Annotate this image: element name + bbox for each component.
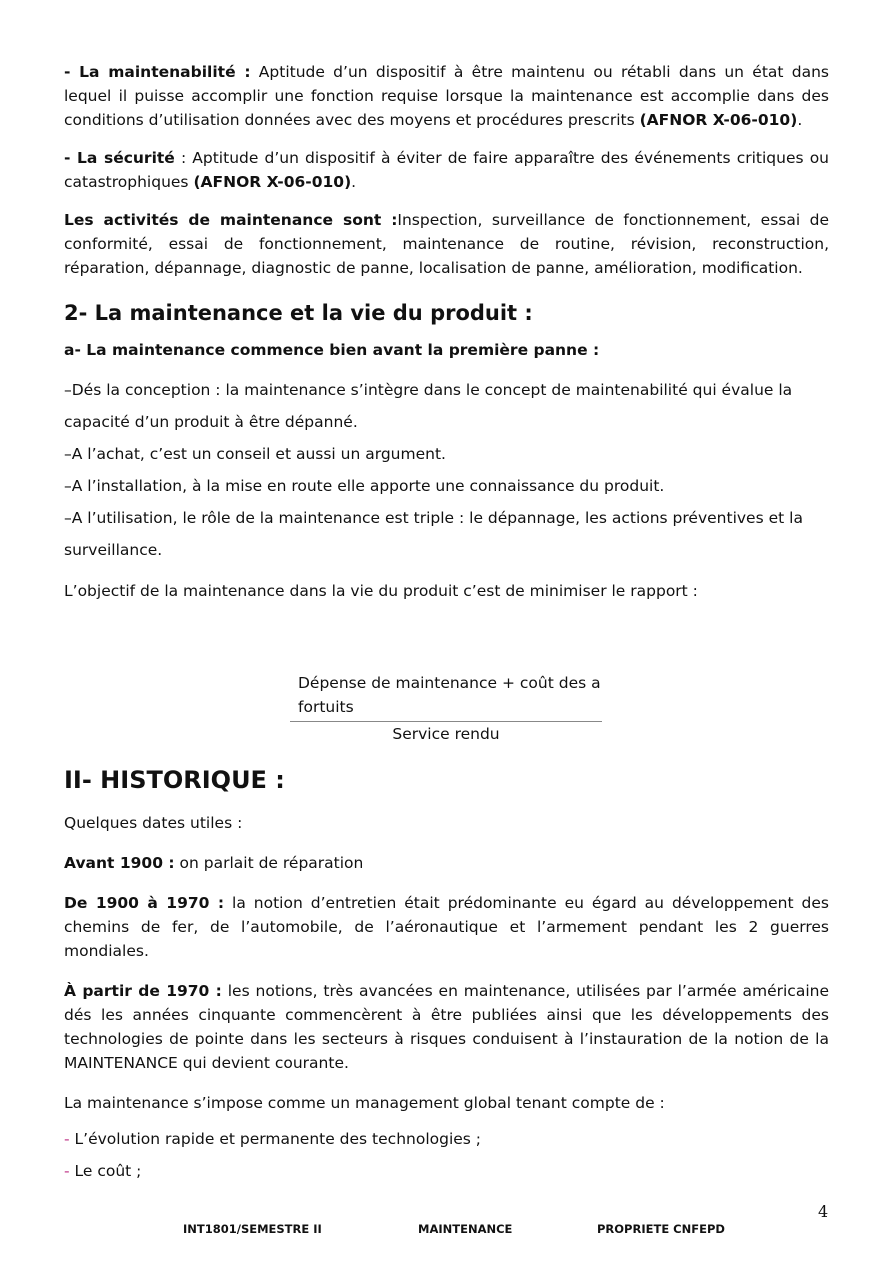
footer-center: MAINTENANCE [418, 1222, 513, 1236]
date-before-1900: Avant 1900 : on parlait de réparation [64, 854, 364, 872]
term: - La maintenabilité : [64, 63, 251, 81]
list-item: –A l’installation, à la mise en route elle apporte une connaissance du produit. [64, 477, 665, 495]
history-intro: Quelques dates utiles : [64, 814, 243, 832]
fraction-denominator: Service rendu [392, 725, 500, 743]
subsection-title: a- La maintenance commence bien avant la première panne : [64, 341, 600, 359]
lifecycle-list [64, 374, 829, 566]
section-title: II- HISTORIQUE : [64, 766, 285, 794]
definition-securite: - La sécurité : Aptitude d’un dispositif à éviter de faire apparaître des événements critiques ou catastrophiques (AFNOR X-06-010). [64, 149, 830, 191]
list-item: - Le coût ; [64, 1162, 142, 1180]
term: Les activités de maintenance sont : [64, 211, 398, 229]
list-item: –A l’achat, c’est un conseil et aussi un argument. [64, 445, 446, 463]
list-item: - L’évolution rapide et permanente des technologies ; [64, 1130, 482, 1148]
list-item: –A l’utilisation, le rôle de la maintenance est triple : le dépannage, les actions préventives et la surveillance. [64, 509, 803, 559]
footer-left: INT1801/SEMESTRE II [183, 1222, 322, 1236]
date-1900-1970: De 1900 à 1970 : la notion d’entretien était prédominante eu égard au développement des chemins de fer, de l’automobile, de l’aéronautique et l’armement pendant les 2 guerres mondiales. [64, 894, 829, 960]
maintenance-activities: Les activités de maintenance sont :Inspection, surveillance de fonctionnement, essai de conformité, essai de fonctionnement, maintenance de routine, révision, reconstruction, réparation, dépannage, diagnostic de panne, localisation de panne, amélioration, modification. [64, 211, 829, 277]
management-list [64, 1123, 829, 1187]
page-number: 4 [818, 1202, 829, 1221]
ratio-fraction [290, 671, 602, 746]
document-body [64, 60, 829, 603]
date-from-1970: À partir de 1970 : les notions, très avancées en maintenance, utilisées par l’armée américaine dés les années cinquante commencèrent à être publiées ainsi que les développements des technologies de pointe dans les secteurs à risques conduisent à l’instauration de la notion de la MAINTENANCE qui devient courante. [64, 982, 829, 1072]
footer-right: PROPRIETE CNFEPD [597, 1222, 725, 1236]
history-section [64, 763, 829, 1187]
term: - La sécurité [64, 149, 175, 167]
list-item: –Dés la conception : la maintenance s’intègre dans le concept de maintenabilité qui évalue la capacité d’un produit à être dépanné. [64, 381, 793, 431]
definition-maintenabilite: - La maintenabilité : Aptitude d’un dispositif à être maintenu ou rétabli dans un état dans lequel il puisse accomplir une fonction requise lorsque la maintenance est accomplie dans des conditions d’utilisation données avec des moyens et procédures prescrits (AFNOR X-06-010). [64, 63, 829, 129]
management-text: La maintenance s’impose comme un management global tenant compte de : [64, 1094, 665, 1112]
fraction-numerator: Dépense de maintenance + coût des a fortuits [298, 674, 601, 716]
objective-text: L’objectif de la maintenance dans la vie du produit c’est de minimiser le rapport : [64, 582, 698, 600]
section-title: 2- La maintenance et la vie du produit : [64, 301, 533, 325]
